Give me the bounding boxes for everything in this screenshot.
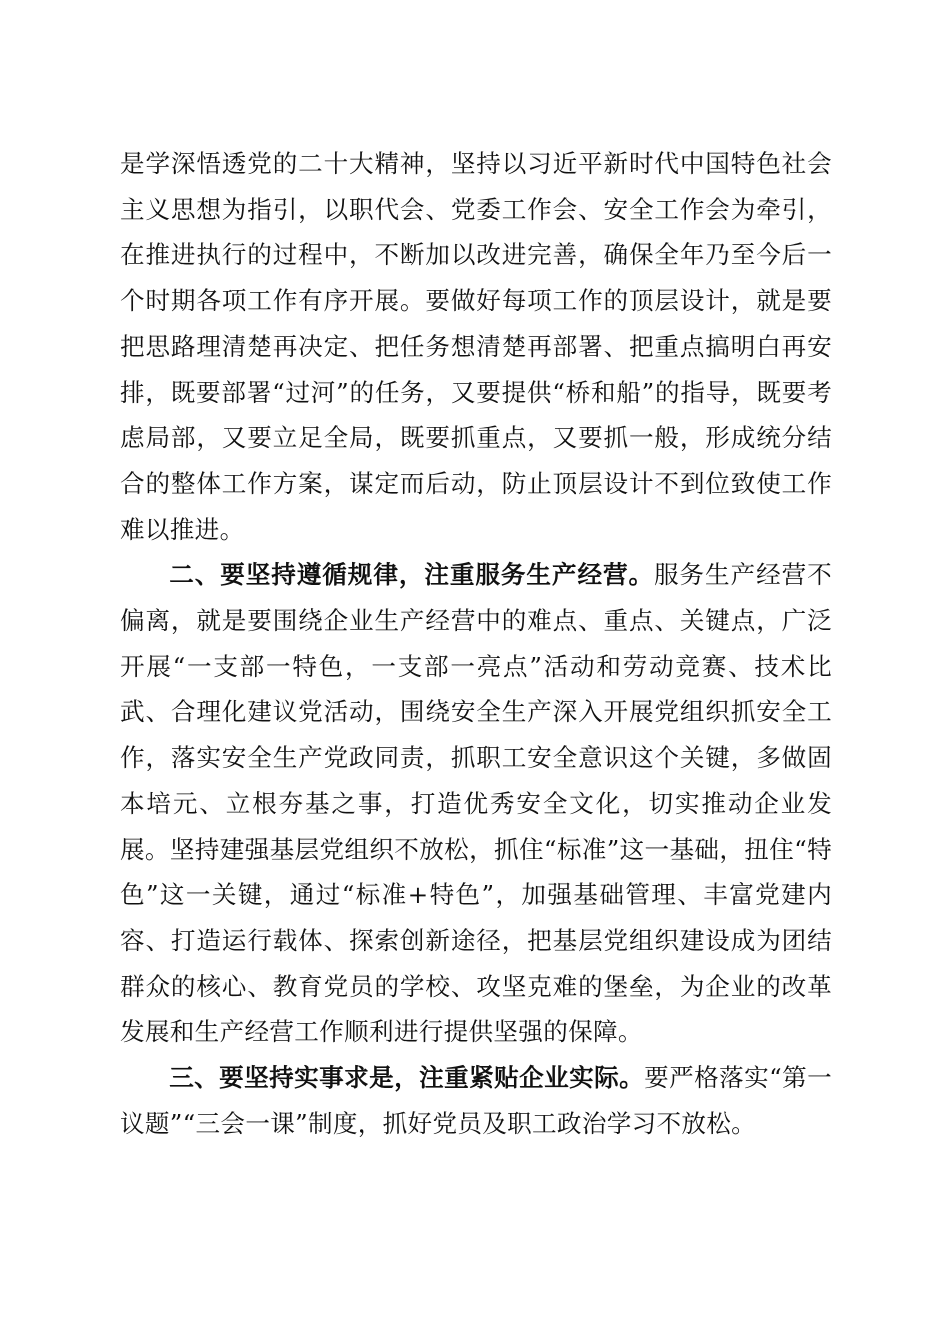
paragraph-1-text: 是学深悟透党的二十大精神，坚持以习近平新时代中国特色社会主义思想为指引，以职代会、党委工作会、安全工作会为牵引，在推进执行的过程中，不断加以改进完善，确保全年乃至今后一个时期各项工作有序开展。要做好每项工作的顶层设计，就是要把思路理清楚再决定、把任务想清楚再部署、把重点搞明白再安排，既要部署“过河”的任务，又要提供“桥和船”的指导，既要考虑局部，又要立足全局，既要抓重点，又要抓一般，形成统分结合的整体工作方案，谋定而后动，防止顶层设计不到位致使工作难以推进。 xyxy=(120,149,832,544)
paragraph-2-heading: 二、要坚持遵循规律，注重服务生产经营。 xyxy=(169,560,654,590)
paragraph-3-heading: 三、要坚持实事求是，注重紧贴企业实际。 xyxy=(169,1063,645,1093)
paragraph-3-text: 要严格落实“第一议题”“三会一课”制度，抓好党员及职工政治学习不放松。 xyxy=(120,1063,832,1138)
paragraph-2 xyxy=(120,552,832,1055)
paragraph-3 xyxy=(120,1055,832,1146)
document-body xyxy=(120,141,832,1146)
paragraph-2-text: 服务生产经营不偏离，就是要围绕企业生产经营中的难点、重点、关键点，广泛开展“一支部一特色，一支部一亮点”活动和劳动竞赛、技术比武、合理化建议党活动，围绕安全生产深入开展党组织抓安全工作，落实安全生产党政同责，抓职工安全意识这个关键，多做固本培元、立根夯基之事，打造优秀安全文化，切实推动企业发展。坚持建强基层党组织不放松，抓住“标准”这一基础，扭住“特色”这一关键，通过“标准+特色”，加强基础管理、丰富党建内容、打造运行载体、探索创新途径，把基层党组织建设成为团结群众的核心、教育党员的学校、攻坚克难的堡垒，为企业的改革发展和生产经营工作顺利进行提供坚强的保障。 xyxy=(120,560,832,1047)
paragraph-1 xyxy=(120,141,832,552)
